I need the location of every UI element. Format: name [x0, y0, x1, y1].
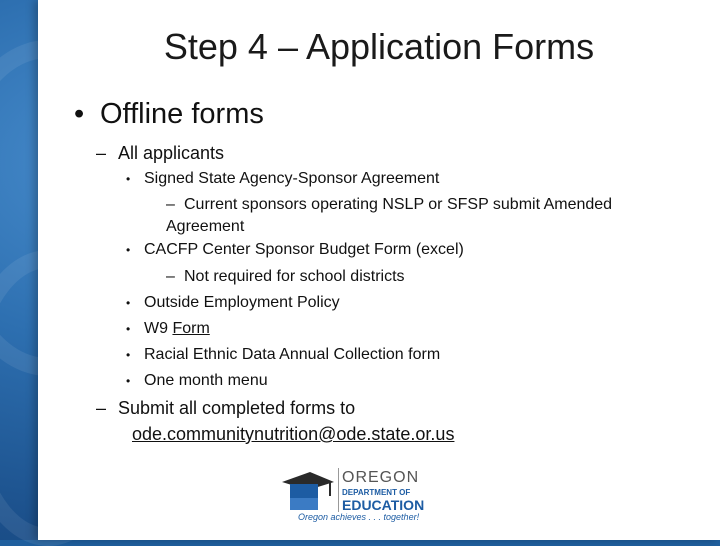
list-item-label: W9 — [144, 320, 173, 337]
dash-glyph: – — [166, 268, 175, 285]
bullet-glyph: • — [126, 348, 131, 362]
graduation-cap-icon — [278, 468, 336, 512]
logo-dept: DEPARTMENT OF — [342, 488, 411, 497]
submit-email-line — [132, 424, 454, 445]
list-item — [126, 346, 440, 364]
bullet-glyph: • — [126, 172, 131, 186]
subitem-submit — [96, 398, 355, 419]
list-item-label: CACFP Center Sponsor Budget Form (excel) — [144, 241, 464, 258]
list-item-label: One month menu — [144, 372, 268, 389]
bullet-glyph: • — [126, 243, 131, 257]
slide-title: Step 4 – Application Forms — [163, 26, 595, 67]
bullet-glyph: • — [126, 322, 131, 336]
bullet-glyph: • — [126, 374, 131, 388]
w9-form-link[interactable]: Form — [172, 320, 210, 337]
slide-panel — [38, 0, 720, 540]
list-item — [126, 241, 464, 259]
subitem-label: Submit all completed forms to — [118, 398, 356, 418]
list-subitem — [166, 266, 686, 288]
logo-tagline: Oregon achieves . . . together! — [298, 512, 420, 522]
list-item — [126, 294, 340, 312]
list-subitem — [166, 194, 686, 238]
bullet-glyph: • — [126, 296, 131, 310]
dash-glyph: – — [96, 143, 107, 163]
bullet-offline-forms — [74, 98, 264, 131]
list-subitem-label: Current sponsors operating NSLP or SFSP submit Amended Agreement — [166, 196, 613, 235]
list-item-label: Outside Employment Policy — [144, 294, 340, 311]
subitem-label: All applicants — [118, 143, 225, 163]
dash-glyph: – — [96, 398, 107, 418]
submit-email-link[interactable]: ode.communitynutrition@ode.state.or.us — [132, 424, 455, 444]
bullet-label: Offline forms — [100, 98, 264, 130]
list-item — [126, 170, 439, 188]
list-item — [126, 320, 210, 338]
logo-divider — [338, 468, 339, 512]
logo-edu: EDUCATION — [342, 497, 425, 513]
oregon-education-logo — [278, 468, 462, 524]
bullet-glyph: • — [74, 98, 85, 130]
list-subitem-label: Not required for school districts — [184, 268, 405, 285]
subitem-all-applicants — [96, 143, 224, 164]
list-item — [126, 372, 268, 390]
list-item-label: Racial Ethnic Data Annual Collection form — [144, 346, 441, 363]
dash-glyph: – — [166, 196, 175, 213]
list-item-label: Signed State Agency-Sponsor Agreement — [144, 170, 440, 187]
logo-org: OREGON — [342, 469, 420, 486]
